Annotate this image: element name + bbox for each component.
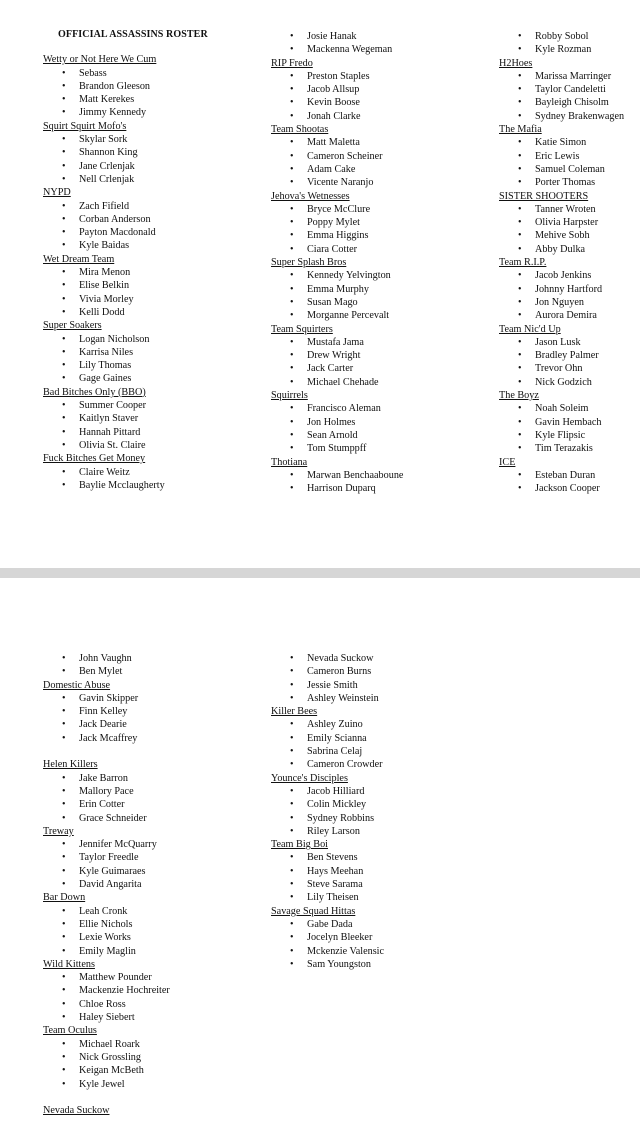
team-block <box>271 30 476 57</box>
team-name: Squirrels <box>271 390 308 402</box>
member-item: • Haley Siebert <box>43 1011 248 1024</box>
member-item: • Kelli Dodd <box>43 306 248 319</box>
team-block <box>499 57 640 123</box>
member-item: • Sydney Brakenwagen <box>499 110 640 123</box>
member-item: • Nell Crlenjak <box>43 173 248 186</box>
team-name: Bar Down <box>43 892 86 904</box>
page-separator <box>0 568 640 578</box>
member-list <box>499 402 640 455</box>
member-item: • Gavin Skipper <box>43 692 248 705</box>
member-item: • Jonah Clarke <box>271 110 476 123</box>
team-block <box>499 456 640 496</box>
team-block <box>271 190 476 256</box>
team-block <box>271 323 476 389</box>
member-item: • Emma Higgins <box>271 229 476 242</box>
team-name: Team R.I.P. <box>499 257 547 269</box>
member-list <box>43 399 248 452</box>
member-item: • Steve Sarama <box>271 878 476 891</box>
member-list <box>43 200 248 253</box>
member-item: • Emily Scianna <box>271 732 476 745</box>
member-item: • Mckenzie Valensic <box>271 945 476 958</box>
member-item: • Nevada Suckow <box>271 652 476 665</box>
member-item: • Preston Staples <box>271 70 476 83</box>
member-item: • Vivia Morley <box>43 293 248 306</box>
member-list <box>499 203 640 256</box>
member-item: • Mustafa Jama <box>271 336 476 349</box>
member-item: • Cameron Burns <box>271 665 476 678</box>
member-list <box>43 466 248 493</box>
member-item: • Logan Nicholson <box>43 333 248 346</box>
member-item: • Payton Macdonald <box>43 226 248 239</box>
team-name: Younce's Disciples <box>271 772 348 784</box>
member-list <box>499 336 640 389</box>
team-block <box>499 256 640 322</box>
member-item: • Drew Wright <box>271 349 476 362</box>
team-block <box>43 1104 248 1117</box>
team-block <box>43 386 248 452</box>
team-block <box>43 120 248 186</box>
member-list <box>271 269 476 322</box>
member-item: • Jocelyn Bleeker <box>271 931 476 944</box>
roster-column-1 <box>43 28 248 492</box>
member-item: • Jason Lusk <box>499 336 640 349</box>
roster-column-1 <box>43 652 248 1117</box>
member-list <box>43 905 248 958</box>
member-item: • Ashley Zuino <box>271 718 476 731</box>
member-item: • Michael Chehade <box>271 376 476 389</box>
member-item: • Esteban Duran <box>499 469 640 482</box>
member-item: • Nick Godzich <box>499 376 640 389</box>
member-item: • Ashley Weinstein <box>271 692 476 705</box>
member-item: • Kyle Guimaraes <box>43 865 248 878</box>
member-item: • Jessie Smith <box>271 679 476 692</box>
team-block <box>499 30 640 57</box>
member-item: • Nick Grossling <box>43 1051 248 1064</box>
member-item: • Jack Carter <box>271 362 476 375</box>
team-name: Treway <box>43 825 74 837</box>
team-name: Fuck Bitches Get Money <box>43 453 146 465</box>
member-item: • Olivia Harpster <box>499 216 640 229</box>
member-item: • Taylor Freedle <box>43 851 248 864</box>
member-item: • Jacob Hilliard <box>271 785 476 798</box>
team-name: Bad Bitches Only (BBO) <box>43 386 146 398</box>
member-item: • Cameron Scheiner <box>271 150 476 163</box>
member-item: • Sydney Robbins <box>271 812 476 825</box>
team-block <box>43 253 248 319</box>
roster-column-2 <box>271 30 476 495</box>
member-item: • Robby Sobol <box>499 30 640 43</box>
member-list <box>271 203 476 256</box>
member-item: • Lexie Works <box>43 931 248 944</box>
roster-column-2 <box>271 652 476 971</box>
team-name: Team Nic'd Up <box>499 323 561 335</box>
team-block <box>43 958 248 1024</box>
member-list <box>43 838 248 891</box>
member-item: • Mackenzie Hochreiter <box>43 984 248 997</box>
member-item: • Sabrina Celaj <box>271 745 476 758</box>
team-name: Domestic Abuse <box>43 679 111 691</box>
team-name: Team Big Boi <box>271 839 329 851</box>
member-item: • Katie Simon <box>499 136 640 149</box>
member-item: • Lily Thomas <box>43 359 248 372</box>
member-item: • Jack Mcaffrey <box>43 732 248 745</box>
member-list <box>271 718 476 771</box>
member-item: • Ben Mylet <box>43 665 248 678</box>
team-name: Wild Kittens <box>43 958 95 970</box>
member-item: • Mira Menon <box>43 266 248 279</box>
team-name: Super Splash Bros <box>271 257 347 269</box>
member-item: • Grace Schneider <box>43 812 248 825</box>
member-item: • John Vaughn <box>43 652 248 665</box>
member-list <box>271 851 476 904</box>
team-name: Wet Dream Team <box>43 253 115 265</box>
member-item: • Erin Cotter <box>43 798 248 811</box>
member-item: • Jon Nguyen <box>499 296 640 309</box>
team-name: Super Soakers <box>43 320 102 332</box>
member-item: • Porter Thomas <box>499 176 640 189</box>
team-block <box>43 679 248 745</box>
member-item: • Mallory Pace <box>43 785 248 798</box>
member-item: • Samuel Coleman <box>499 163 640 176</box>
page-title: OFFICIAL ASSASSINS ROSTER <box>58 29 208 40</box>
member-item: • Jon Holmes <box>271 416 476 429</box>
member-item: • Summer Cooper <box>43 399 248 412</box>
member-item: • Bayleigh Chisolm <box>499 96 640 109</box>
member-list <box>43 772 248 825</box>
team-block <box>43 891 248 957</box>
member-list <box>271 652 476 705</box>
member-item: • Emily Maglin <box>43 945 248 958</box>
team-name: The Mafia <box>499 124 542 136</box>
member-item: • Keigan McBeth <box>43 1064 248 1077</box>
member-item: • Elise Belkin <box>43 279 248 292</box>
team-block <box>43 53 248 119</box>
member-item: • Riley Larson <box>271 825 476 838</box>
member-item: • Marissa Marringer <box>499 70 640 83</box>
team-block <box>271 838 476 904</box>
member-list <box>499 269 640 322</box>
member-list <box>43 333 248 386</box>
member-list <box>271 70 476 123</box>
member-item: • Corban Anderson <box>43 213 248 226</box>
team-name: Team Oculus <box>43 1025 97 1037</box>
member-item: • Brandon Gleeson <box>43 80 248 93</box>
team-name: Thotiana <box>271 456 308 468</box>
member-item: • Mackenna Wegeman <box>271 43 476 56</box>
member-list <box>43 692 248 745</box>
member-item: • Matt Maletta <box>271 136 476 149</box>
member-list <box>43 652 248 679</box>
member-list <box>271 402 476 455</box>
member-item: • Lily Theisen <box>271 891 476 904</box>
team-name: RIP Fredo <box>271 57 313 69</box>
member-item: • Poppy Mylet <box>271 216 476 229</box>
member-item: • Jake Barron <box>43 772 248 785</box>
member-item: • Zach Fifield <box>43 200 248 213</box>
member-item: • Tanner Wroten <box>499 203 640 216</box>
team-block <box>499 123 640 189</box>
member-list <box>499 70 640 123</box>
member-list <box>271 918 476 971</box>
member-list <box>271 136 476 189</box>
team-name: The Boyz <box>499 390 539 402</box>
member-item: • Shannon King <box>43 146 248 159</box>
member-item: • Michael Roark <box>43 1038 248 1051</box>
member-list <box>43 133 248 186</box>
team-name: Helen Killers <box>43 759 98 771</box>
member-item: • Francisco Aleman <box>271 402 476 415</box>
team-name: SISTER SHOOTERS <box>499 190 589 202</box>
member-item: • Kevin Boose <box>271 96 476 109</box>
roster-page-2 <box>0 578 640 1136</box>
team-block <box>43 825 248 891</box>
member-item: • Kyle Rozman <box>499 43 640 56</box>
member-list <box>43 266 248 319</box>
member-item: • Karrisa Niles <box>43 346 248 359</box>
member-list <box>271 336 476 389</box>
member-item: • Jacob Jenkins <box>499 269 640 282</box>
member-item: • Sebass <box>43 67 248 80</box>
member-item: • Tom Stumppff <box>271 442 476 455</box>
member-item: • Johnny Hartford <box>499 283 640 296</box>
member-list <box>43 67 248 120</box>
team-block <box>43 758 248 824</box>
member-item: • Matt Kerekes <box>43 93 248 106</box>
member-item: • Trevor Ohn <box>499 362 640 375</box>
member-list <box>499 469 640 496</box>
team-block <box>43 452 248 492</box>
member-item: • Ciara Cotter <box>271 243 476 256</box>
member-item: • Jane Crlenjak <box>43 160 248 173</box>
member-item: • Leah Cronk <box>43 905 248 918</box>
member-item: • Ben Stevens <box>271 851 476 864</box>
member-item: • Emma Murphy <box>271 283 476 296</box>
member-item: • Chloe Ross <box>43 998 248 1011</box>
member-item: • Gabe Dada <box>271 918 476 931</box>
member-item: • Susan Mago <box>271 296 476 309</box>
member-item: • Aurora Demira <box>499 309 640 322</box>
team-name: Nevada Suckow <box>43 1105 110 1117</box>
member-item: • Mehive Sobh <box>499 229 640 242</box>
member-item: • Eric Lewis <box>499 150 640 163</box>
team-name: Squirt Squirt Mofo's <box>43 120 127 132</box>
member-item: • Abby Dulka <box>499 243 640 256</box>
team-name: H2Hoes <box>499 57 533 69</box>
team-block <box>271 905 476 971</box>
member-item: • Adam Cake <box>271 163 476 176</box>
member-item: • David Angarita <box>43 878 248 891</box>
member-item: • Vicente Naranjo <box>271 176 476 189</box>
team-name: NYPD <box>43 187 71 199</box>
team-block <box>43 319 248 385</box>
team-block <box>271 389 476 455</box>
team-block <box>43 1024 248 1090</box>
member-item: • Jackson Cooper <box>499 482 640 495</box>
blank-line <box>43 745 248 758</box>
member-list <box>271 30 476 57</box>
member-item: • Sean Arnold <box>271 429 476 442</box>
member-item: • Kennedy Yelvington <box>271 269 476 282</box>
team-block <box>43 186 248 252</box>
member-item: • Claire Weitz <box>43 466 248 479</box>
member-item: • Harrison Duparq <box>271 482 476 495</box>
member-list <box>499 30 640 57</box>
team-name: ICE <box>499 456 516 468</box>
team-name: Savage Squad Hittas <box>271 905 356 917</box>
member-item: • Matthew Pounder <box>43 971 248 984</box>
member-list <box>271 469 476 496</box>
member-item: • Gavin Hembach <box>499 416 640 429</box>
member-item: • Hays Meehan <box>271 865 476 878</box>
member-item: • Kaitlyn Staver <box>43 412 248 425</box>
team-block <box>271 256 476 322</box>
team-name: Wetty or Not Here We Cum <box>43 54 157 66</box>
member-list <box>271 785 476 838</box>
team-block <box>271 57 476 123</box>
member-list <box>43 971 248 1024</box>
member-item: • Olivia St. Claire <box>43 439 248 452</box>
team-block <box>271 652 476 705</box>
team-block <box>43 652 248 679</box>
blank-line <box>43 1091 248 1104</box>
member-item: • Colin Mickley <box>271 798 476 811</box>
member-item: • Taylor Candeletti <box>499 83 640 96</box>
member-item: • Bryce McClure <box>271 203 476 216</box>
team-name: Team Shootas <box>271 124 329 136</box>
member-item: • Skylar Sork <box>43 133 248 146</box>
member-item: • Cameron Crowder <box>271 758 476 771</box>
member-item: • Josie Hanak <box>271 30 476 43</box>
team-block <box>499 190 640 256</box>
member-item: • Jimmy Kennedy <box>43 106 248 119</box>
member-item: • Hannah Pittard <box>43 426 248 439</box>
member-item: • Morganne Percevalt <box>271 309 476 322</box>
member-item: • Jack Dearie <box>43 718 248 731</box>
member-item: • Bradley Palmer <box>499 349 640 362</box>
team-block <box>271 456 476 496</box>
team-name: Jehova's Wetnesses <box>271 190 350 202</box>
member-item: • Baylie Mcclaugherty <box>43 479 248 492</box>
member-item: • Marwan Benchaaboune <box>271 469 476 482</box>
team-block <box>499 389 640 455</box>
team-name: Team Squirters <box>271 323 333 335</box>
member-list <box>43 1038 248 1091</box>
team-block <box>271 123 476 189</box>
member-item: • Kyle Flipsic <box>499 429 640 442</box>
member-item: • Finn Kelley <box>43 705 248 718</box>
member-item: • Jacob Allsup <box>271 83 476 96</box>
member-item: • Ellie Nichols <box>43 918 248 931</box>
team-block <box>499 323 640 389</box>
member-item: • Tim Terazakis <box>499 442 640 455</box>
member-item: • Jennifer McQuarry <box>43 838 248 851</box>
member-item: • Kyle Jewel <box>43 1078 248 1091</box>
member-item: • Gage Gaines <box>43 372 248 385</box>
member-item: • Kyle Baidas <box>43 239 248 252</box>
member-item: • Noah Soleim <box>499 402 640 415</box>
member-list <box>499 136 640 189</box>
roster-column-3 <box>499 30 640 495</box>
team-block <box>271 705 476 771</box>
team-block <box>271 772 476 838</box>
member-item: • Sam Youngston <box>271 958 476 971</box>
team-name: Killer Bees <box>271 706 318 718</box>
